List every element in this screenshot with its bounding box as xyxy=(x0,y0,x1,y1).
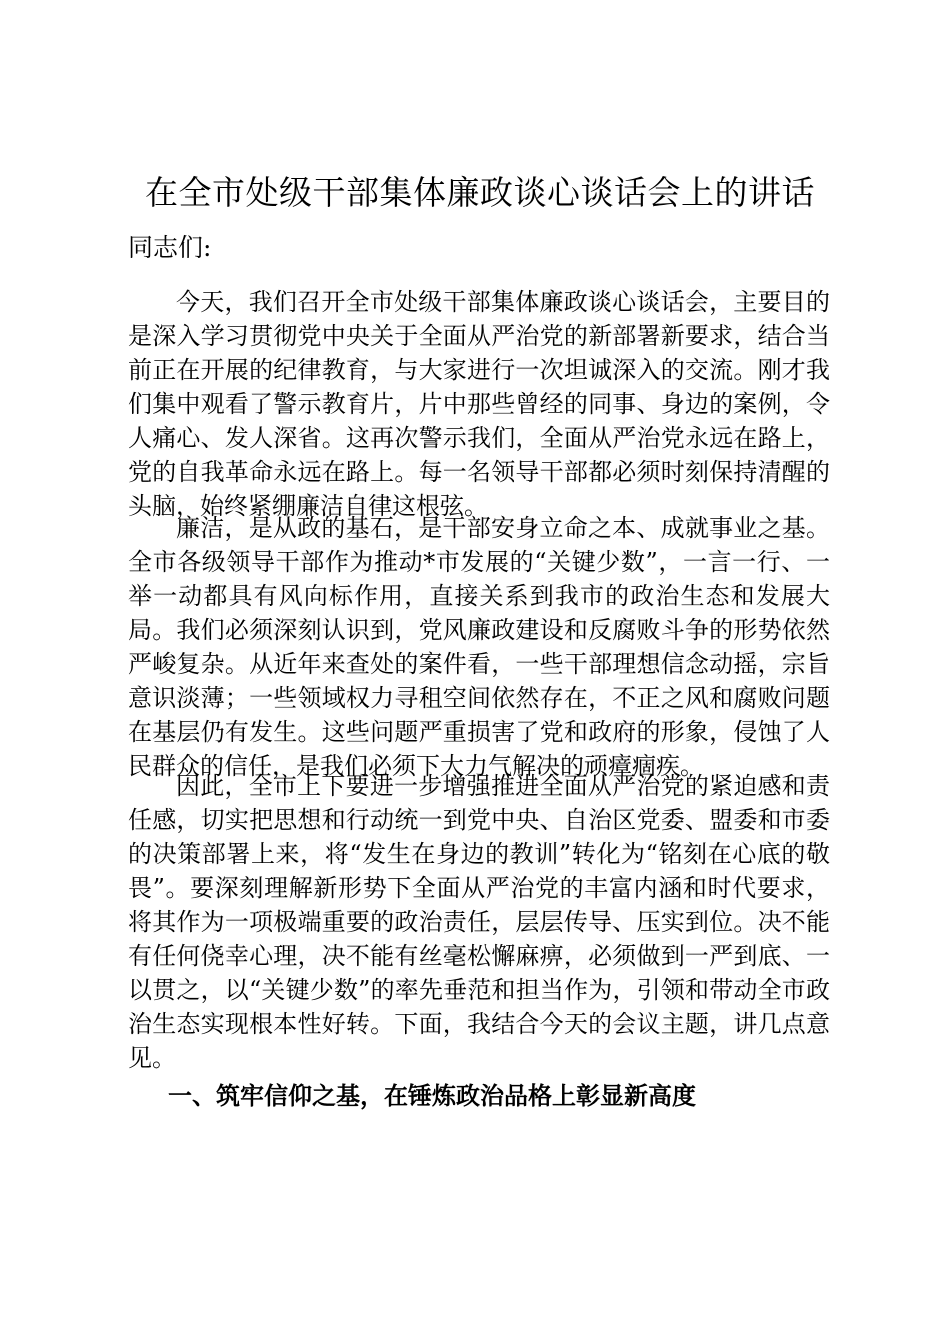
body-paragraph-1: 今天，我们召开全市处级干部集体廉政谈心谈话会，主要目的是深入学习贯彻党中央关于全面从严治党的新部署新要求，结合当前正在开展的纪律教育，与大家进行一次坦诚深入的交流。刚才我们集中观看了警示教育片，片中那些曾经的同事、身边的案例，令人痛心、发人深省。这再次警示我们，全面从严治党永远在路上，党的自我革命永远在路上。每一名领导干部都必须时刻保持清醒的头脑，始终紧绷廉洁自律这根弦。 xyxy=(128,288,830,520)
body-paragraph-3: 因此，全市上下要进一步增强推进全面从严治党的紧迫感和责任感，切实把思想和行动统一到党中央、自治区党委、盟委和市委的决策部署上来，将“发生在身边的教训”转化为“铭刻在心底的敬畏”。要深刻理解新形势下全面从严治党的丰富内涵和时代要求，将其作为一项极端重要的政治责任，层层传导、压实到位。决不能有任何侥幸心理，决不能有丝毫松懈麻痹，必须做到一严到底、一以贯之，以“关键少数”的率先垂范和担当作为，引领和带动全市政治生态实现根本性好转。下面，我结合今天的会议主题，讲几点意见。 xyxy=(128,772,830,1072)
section-heading: 一、筑牢信仰之基，在锤炼政治品格上彰显新高度 xyxy=(168,1081,696,1110)
document-title: 在全市处级干部集体廉政谈心谈话会上的讲话 xyxy=(145,173,815,212)
body-paragraph-2: 廉洁，是从政的基石，是干部安身立命之本、成就事业之基。全市各级领导干部作为推动*市发展的“关键少数”，一言一行、一举一动都具有风向标作用，直接关系到我市的政治生态和发展大局。我们必须深刻认识到，党风廉政建设和反腐败斗争的形势依然严峻复杂。从近年来查处的案件看，一些干部理想信念动摇，宗旨意识淡薄；一些领域权力寻租空间依然存在，不正之风和腐败问题在基层仍有发生。这些问题严重损害了党和政府的形象，侵蚀了人民群众的信任，是我们必须下大力气解决的顽瘴痼疾。 xyxy=(128,514,830,780)
salutation: 同志们: xyxy=(128,233,212,262)
